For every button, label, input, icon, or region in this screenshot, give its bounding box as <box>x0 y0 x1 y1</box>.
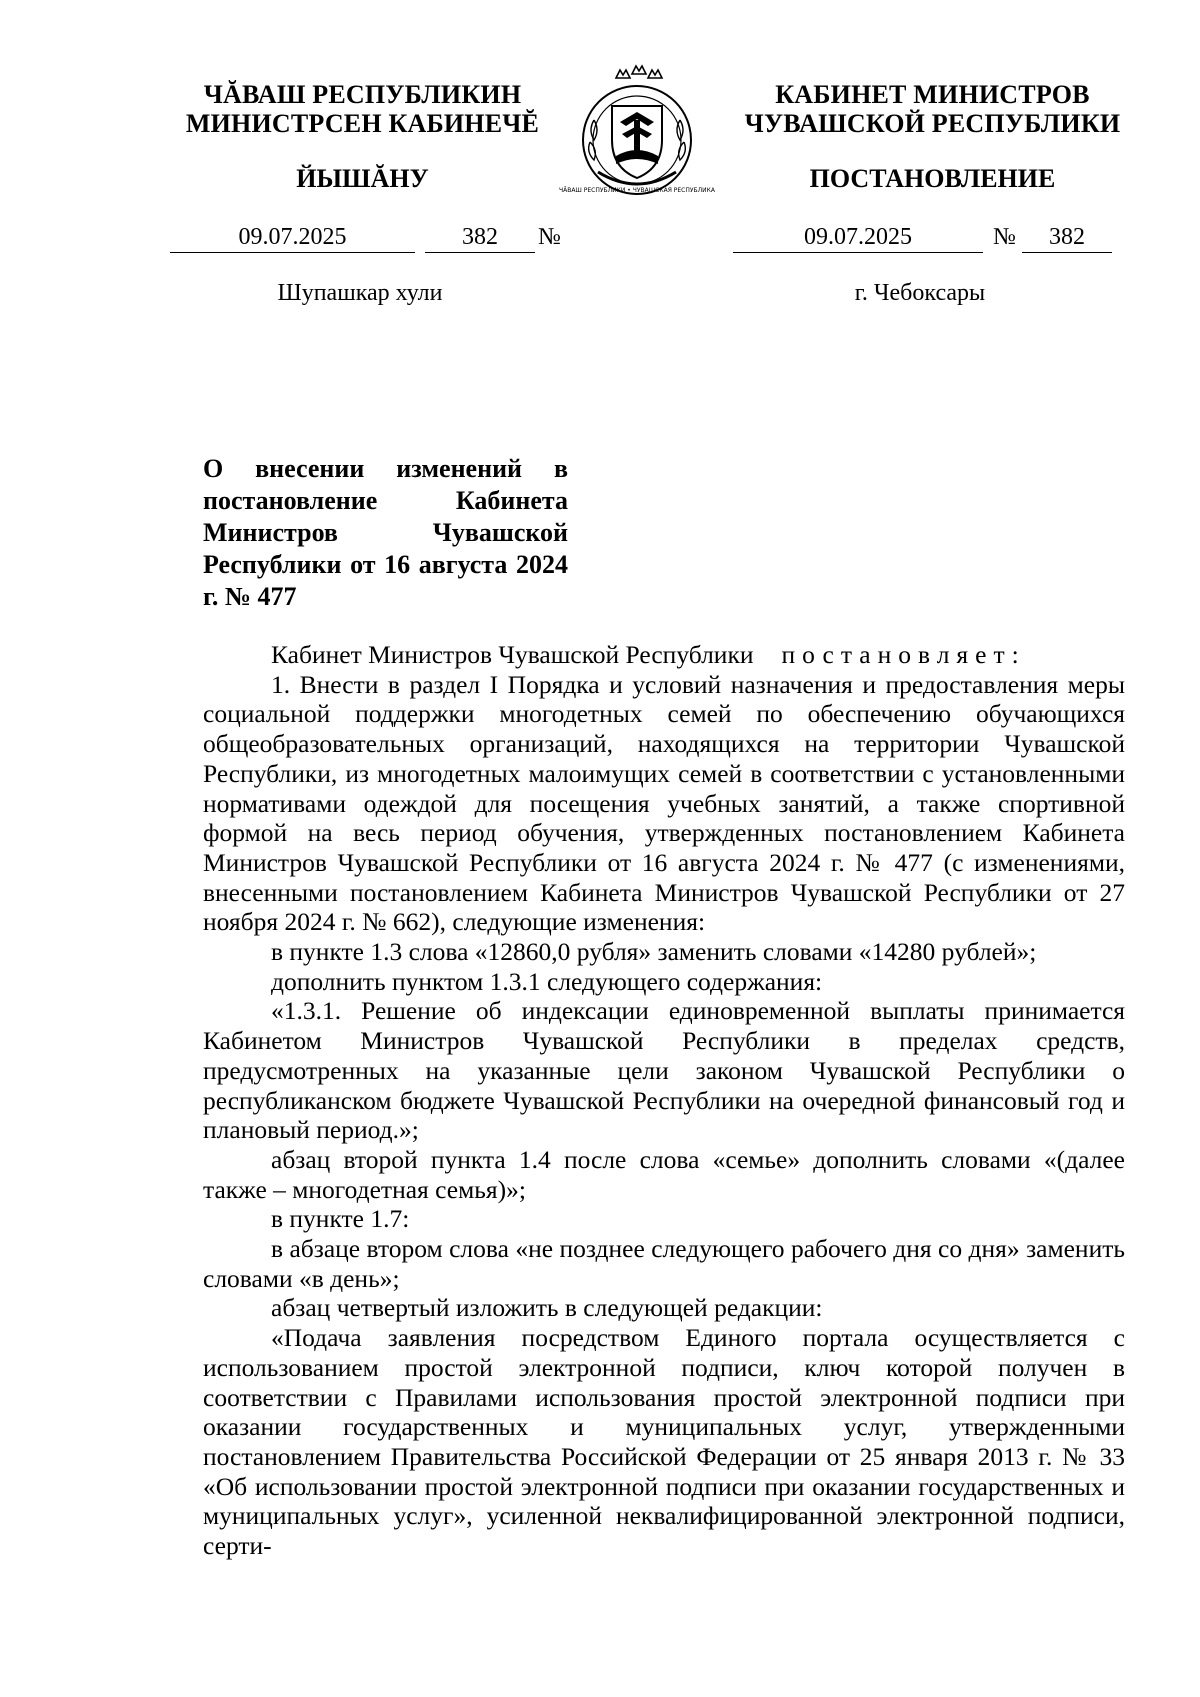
number-field-left: 382 <box>425 222 535 253</box>
body-paragraph: в абзаце втором слова «не позднее следующего рабочего дня со дня» заменить словами «в день»; <box>203 1234 1125 1293</box>
body-paragraph: 1. Внести в раздел I Порядка и условий назначения и предоставления меры социальной поддержки многодетных семей по обеспечению обучающихся общеобразовательных организаций, находящихся на территории Чувашской Республики, из многодетных малоимущих семей в соответствии с установленными нормативами одеждой для посещения учебных занятий, а также спортивной формой на весь период обучения, утвержденных постановлением Кабинета Министров Чувашской Республики от 16 августа 2024 г. № 477 (с изменениями, внесенными постановлением Кабинета Министров Чувашской Республики от 27 ноября 2024 г. № 662), следующие изменения: <box>203 669 1125 937</box>
header-left-line1: ЧĂВАШ РЕСПУБЛИКИН <box>203 80 522 109</box>
body-paragraph: в пункте 1.3 слова «12860,0 рубля» заменить словами «14280 рублей»; <box>271 937 1037 967</box>
body-paragraph: абзац второй пункта 1.4 после слова «семье» дополнить словами «(далее также – многодетная семья)»; <box>203 1144 1125 1204</box>
body-paragraph: дополнить пунктом 1.3.1 следующего содержания: <box>271 966 823 996</box>
number-sign-left: № <box>538 224 561 250</box>
header-right-line2: ЧУВАШСКОЙ РЕСПУБЛИКИ <box>744 109 1121 138</box>
header-right-line1: КАБИНЕТ МИНИСТРОВ <box>775 80 1090 109</box>
date-field-left: 09.07.2025 <box>170 222 415 253</box>
document-title: О внесении изменений в постановление Кабинета Министров Чувашской Республики от 16 августа 2024 г. № 477 <box>203 454 568 611</box>
header-left-doc-type: ЙЫШĂНУ <box>296 164 429 193</box>
header-right-doc-type: ПОСТАНОВЛЕНИЕ <box>809 164 1056 193</box>
body-intro <box>203 640 1125 670</box>
place-left: Шупашкар хули <box>277 280 443 306</box>
header-left-line2: МИНИСТРСЕН КАБИНЕЧĔ <box>185 109 540 138</box>
document-body <box>203 640 1125 1561</box>
body-paragraph: «Подача заявления посредством Единого портала осуществляется с использованием простой электронной подписи, ключ которой получен в соответствии с Правилами использования простой электронной подписи при оказании государственных и муниципальных услуг, утвержденными постановлением Правительства Российской Федерации от 25 января 2013 г. № 33 «Об использовании простой электронной подписи при оказании государственных и муниципальных услуг», усиленной неквалифицированной электронной подписи, серти- <box>203 1323 1125 1561</box>
header-left <box>170 80 555 138</box>
body-intro-subject: Кабинет Министров Чувашской Республики <box>271 640 754 669</box>
header-right <box>735 80 1130 138</box>
number-sign-right: № <box>993 224 1016 250</box>
body-paragraph: абзац четвертый изложить в следующей редакции: <box>271 1293 823 1323</box>
body-intro-verb: постановляет: <box>781 640 1026 669</box>
body-paragraph: «1.3.1. Решение об индексации единовременной выплаты принимается Кабинетом Министров Чувашской Республики в пределах средств, предусмотренных на указанные цели законом Чувашской Республики о республиканском бюджете Чувашской Республики на очередной финансовый год и плановый период.»; <box>203 996 1125 1145</box>
emblem-seal-text: ЧĂВАШ РЕСПУБЛИКИ • ЧУВАШСКАЯ РЕСПУБЛИКА <box>558 187 716 194</box>
place-right: г. Чебоксары <box>854 280 986 306</box>
chuvash-coat-of-arms-icon <box>558 60 716 200</box>
body-paragraph: в пункте 1.7: <box>271 1204 410 1234</box>
date-field-right: 09.07.2025 <box>733 222 983 253</box>
number-field-right: 382 <box>1022 222 1112 253</box>
